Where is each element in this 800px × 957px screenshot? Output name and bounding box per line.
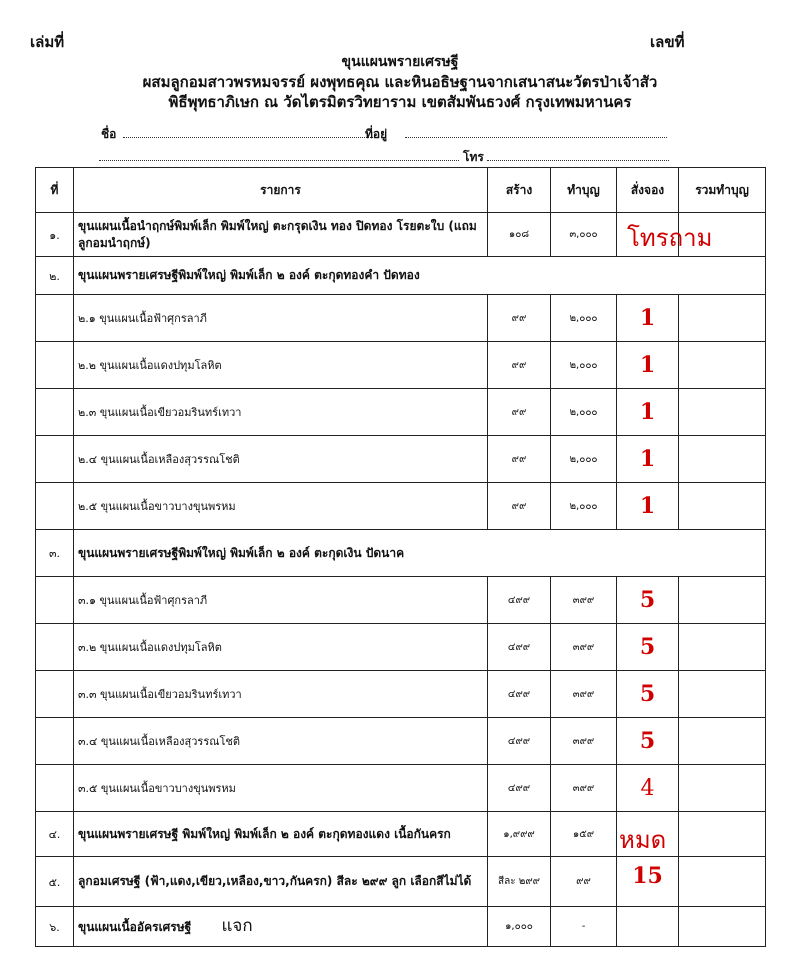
row-no: ๖. xyxy=(36,907,74,947)
row-created: ๙๙ xyxy=(488,389,551,436)
table-header-row xyxy=(36,168,766,213)
row-created: ๑,๙๙๙ xyxy=(488,812,551,857)
row-reserve[interactable]: 5 xyxy=(617,718,679,765)
row-no xyxy=(36,718,74,765)
row-reserve[interactable]: 15 xyxy=(617,857,679,907)
row-item-cell xyxy=(74,907,488,947)
table-row xyxy=(36,624,766,671)
row-reserve[interactable]: 5 xyxy=(617,577,679,624)
row-item: ๒.๒ ขุนแผนเนื้อแดงปทุมโลหิต xyxy=(74,342,488,389)
title-line-1: ขุนแผนพรายเศรษฐี xyxy=(341,54,459,70)
row-donation: ๓๙๙ xyxy=(551,671,617,718)
table-row xyxy=(36,436,766,483)
col-header-donation: ทำบุญ xyxy=(551,168,617,213)
table-row xyxy=(36,257,766,295)
col-header-no: ที่ xyxy=(36,168,74,213)
row-created: ๙๙ xyxy=(488,483,551,530)
col-header-total: รวมทำบุญ xyxy=(679,168,766,213)
row-created: ๔๙๙ xyxy=(488,765,551,812)
address-field[interactable] xyxy=(405,127,667,138)
row-total[interactable] xyxy=(679,295,766,342)
row-total[interactable] xyxy=(679,483,766,530)
row-no xyxy=(36,624,74,671)
row-no xyxy=(36,295,74,342)
row-donation: ๒,๐๐๐ xyxy=(551,342,617,389)
row-no: ๔. xyxy=(36,812,74,857)
row-donation: ๑๕๙ xyxy=(551,812,617,857)
row-reserve[interactable]: 1 xyxy=(617,295,679,342)
row-total[interactable] xyxy=(679,342,766,389)
row-donation: ๒,๐๐๐ xyxy=(551,483,617,530)
table-row xyxy=(36,718,766,765)
table-row xyxy=(36,765,766,812)
table-row xyxy=(36,389,766,436)
row-total[interactable] xyxy=(679,577,766,624)
row-created: ๙๙ xyxy=(488,342,551,389)
row-item: ขุนแผนเนื้อนำฤกษ์พิมพ์เล็ก พิมพ์ใหญ่ ตะกรุดเงิน ทอง ปิดทอง โรยตะใบ (แถมลูกอมนำฤกษ์) xyxy=(74,213,488,257)
row-reserve[interactable] xyxy=(617,907,679,947)
row-donation: ๒,๐๐๐ xyxy=(551,295,617,342)
row-item: ๓.๒ ขุนแผนเนื้อแดงปทุมโลหิต xyxy=(74,624,488,671)
row-no xyxy=(36,671,74,718)
handwritten-reserve: หมด xyxy=(619,826,667,854)
title-line-3: พิธีพุทธาภิเษก ณ วัดไตรมิตรวิทยาราม เขตสัมพันธวงศ์ กรุงเทพมหานคร xyxy=(168,93,632,111)
row-total[interactable] xyxy=(679,857,766,907)
col-header-created: สร้าง xyxy=(488,168,551,213)
row-no xyxy=(36,389,74,436)
row-item: ลูกอมเศรษฐี (ฟ้า,แดง,เขียว,เหลือง,ขาว,กันครก) สีละ ๒๙๙ ลูก เลือกสีไม่ได้ xyxy=(74,857,488,907)
table-row xyxy=(36,295,766,342)
row-created: ๔๙๙ xyxy=(488,624,551,671)
table-row xyxy=(36,812,766,857)
row-item: ๓.๕ ขุนแผนเนื้อขาวบางขุนพรหม xyxy=(74,765,488,812)
row-reserve-cell[interactable] xyxy=(617,213,713,257)
row-created: ๙๙ xyxy=(488,436,551,483)
order-table xyxy=(35,167,766,947)
table-row xyxy=(36,857,766,907)
row-no: ๑. xyxy=(36,213,74,257)
row-donation: ๓๙๙ xyxy=(551,765,617,812)
row-no xyxy=(36,342,74,389)
row-item: ขุนแผนพรายเศรษฐีพิมพ์ใหญ่ พิมพ์เล็ก ๒ องค์ ตะกุดเงิน ปัดนาค xyxy=(74,530,766,577)
row-item: ๒.๓ ขุนแผนเนื้อเขียวอมรินทร์เทวา xyxy=(74,389,488,436)
row-reserve[interactable]: 5 xyxy=(617,624,679,671)
handwritten-note: แจก xyxy=(221,915,253,936)
row-total[interactable] xyxy=(679,436,766,483)
row-created: ๔๙๙ xyxy=(488,718,551,765)
row-no xyxy=(36,765,74,812)
col-header-item: รายการ xyxy=(74,168,488,213)
row-no xyxy=(36,483,74,530)
row-item: ๓.๑ ขุนแผนเนื้อฟ้าศุกรลาภี xyxy=(74,577,488,624)
row-no: ๕. xyxy=(36,857,74,907)
document-number-label: เลขที่ xyxy=(650,33,685,51)
row-reserve[interactable]: 4 xyxy=(617,765,679,812)
row-item: ขุนแผนเนื้ออัครเศรษฐี xyxy=(78,919,192,934)
row-reserve[interactable]: 1 xyxy=(617,436,679,483)
row-item: ๓.๔ ขุนแผนเนื้อเหลืองสุวรรณโชติ xyxy=(74,718,488,765)
row-created: ๔๙๙ xyxy=(488,577,551,624)
name-field[interactable] xyxy=(123,127,373,138)
col-header-reserve: สั่งจอง xyxy=(617,168,679,213)
row-total[interactable] xyxy=(679,624,766,671)
row-donation: ๒,๐๐๐ xyxy=(551,389,617,436)
row-item: ๓.๓ ขุนแผนเนื้อเขียวอมรินทร์เทวา xyxy=(74,671,488,718)
row-total[interactable] xyxy=(679,389,766,436)
row-item: ๒.๔ ขุนแผนเนื้อเหลืองสุวรรณโชติ xyxy=(74,436,488,483)
row-created: ๑,๐๐๐ xyxy=(488,907,551,947)
row-total[interactable] xyxy=(679,765,766,812)
row-total[interactable] xyxy=(679,907,766,947)
table-row xyxy=(36,213,766,257)
row-item: ๒.๑ ขุนแผนเนื้อฟ้าศุกรลาภี xyxy=(74,295,488,342)
book-number-label: เล่มที่ xyxy=(30,33,65,51)
name-label: ชื่อ xyxy=(101,127,117,141)
row-donation: - xyxy=(551,907,617,947)
row-donation: ๓๙๙ xyxy=(551,624,617,671)
row-item: ขุนแผนพรายเศรษฐีพิมพ์ใหญ่ พิมพ์เล็ก ๒ องค์ ตะกุดทองคำ ปัดทอง xyxy=(74,257,766,295)
row-created: ๑๐๘ xyxy=(488,213,551,257)
row-donation: ๓,๐๐๐ xyxy=(551,213,617,257)
row-created: ๙๙ xyxy=(488,295,551,342)
table-row xyxy=(36,671,766,718)
row-total[interactable] xyxy=(679,812,766,857)
row-reserve[interactable]: 1 xyxy=(617,389,679,436)
row-no xyxy=(36,436,74,483)
row-reserve[interactable]: 1 xyxy=(617,483,679,530)
handwritten-reserve: โทรถาม xyxy=(627,224,713,252)
address-continued-field[interactable] xyxy=(99,150,459,161)
document-title xyxy=(0,52,800,112)
phone-label: โทร xyxy=(463,150,484,164)
phone-field[interactable] xyxy=(487,150,669,161)
title-line-2: ผสมลูกอมสาวพรหมจรรย์ ผงพุทธคุณ และหินอธิษฐานจากเสนาสนะวัตรป่าเจ้าสัว xyxy=(142,73,658,91)
row-no xyxy=(36,577,74,624)
row-donation: ๓๙๙ xyxy=(551,577,617,624)
row-reserve-cell[interactable] xyxy=(617,812,679,857)
row-reserve[interactable]: 1 xyxy=(617,342,679,389)
address-label: ที่อยู่ xyxy=(365,127,388,141)
row-total[interactable] xyxy=(679,718,766,765)
table-row xyxy=(36,342,766,389)
row-item: ขุนแผนพรายเศรษฐี พิมพ์ใหญ่ พิมพ์เล็ก ๒ องค์ ตะกุดทองแดง เนื้อกันครก xyxy=(74,812,488,857)
row-created: สีละ ๒๙๙ xyxy=(488,857,551,907)
table-row xyxy=(36,577,766,624)
row-total[interactable] xyxy=(679,671,766,718)
table-row xyxy=(36,483,766,530)
row-donation: ๓๙๙ xyxy=(551,718,617,765)
row-no: ๒. xyxy=(36,257,74,295)
row-donation: ๒,๐๐๐ xyxy=(551,436,617,483)
row-created: ๔๙๙ xyxy=(488,671,551,718)
row-no: ๓. xyxy=(36,530,74,577)
row-reserve[interactable]: 5 xyxy=(617,671,679,718)
row-donation: ๙๙ xyxy=(551,857,617,907)
table-row xyxy=(36,907,766,947)
table-row xyxy=(36,530,766,577)
row-item: ๒.๕ ขุนแผนเนื้อขาวบางขุนพรหม xyxy=(74,483,488,530)
